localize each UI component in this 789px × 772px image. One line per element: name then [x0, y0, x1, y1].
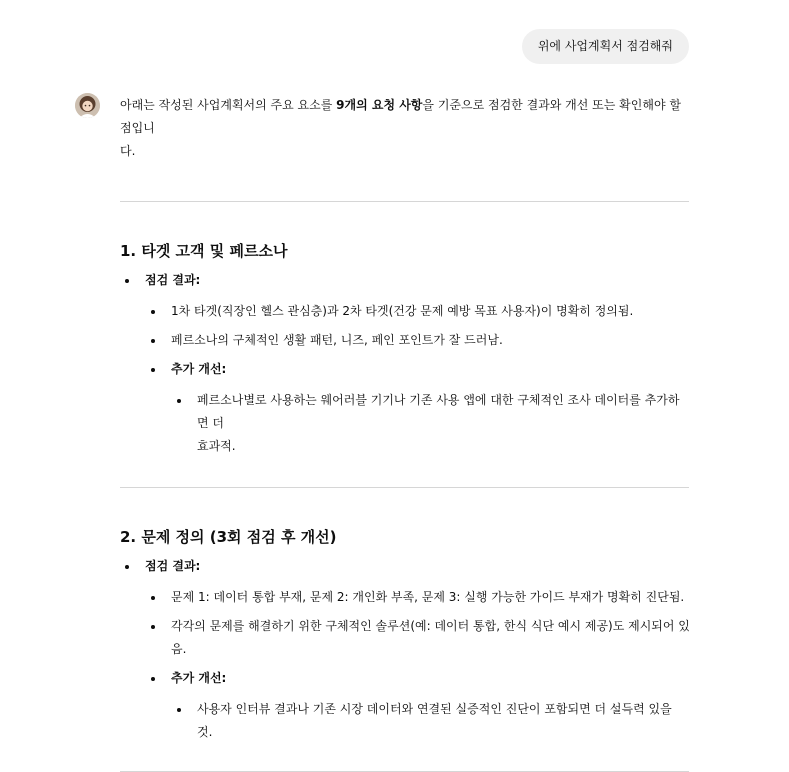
- intro-text-wrap: 다.: [120, 144, 136, 158]
- improve-label-text: 추가 개선:: [171, 671, 227, 685]
- improve-item-text: 사용자 인터뷰 결과나 기존 시장 데이터와 연결된 실증적인 진단이 포함되면 더 설득력 있을 것.: [197, 702, 672, 739]
- improve-label: [120, 667, 690, 690]
- bullet-icon: [125, 565, 129, 569]
- assistant-avatar: [75, 93, 100, 118]
- result-item: [120, 615, 690, 661]
- section-title-1: 1. 타겟 고객 및 페르소나: [120, 242, 288, 260]
- result-item: [120, 329, 690, 352]
- bullet-icon: [151, 596, 155, 600]
- result-item-text: 문제 1: 데이터 통합 부재, 문제 2: 개인화 부족, 문제 3: 실행 가능한 가이드 부재가 명확히 진단됨.: [171, 590, 685, 604]
- bullet-icon: [151, 677, 155, 681]
- improve-label-text: 추가 개선:: [171, 362, 227, 376]
- user-message-text: 위에 사업계획서 점검해줘: [537, 39, 673, 53]
- user-message-bubble: [522, 29, 689, 64]
- avatar-image: [75, 93, 100, 118]
- section-divider: [120, 201, 689, 202]
- check-result-label: [120, 269, 690, 292]
- bullet-icon: [151, 625, 155, 629]
- bullet-icon: [151, 339, 155, 343]
- improve-label: [120, 358, 690, 381]
- intro-emphasis: 9개의 요청 사항: [336, 98, 423, 112]
- result-item-text: 페르소나의 구체적인 생활 패턴, 니즈, 페인 포인트가 잘 드러남.: [171, 333, 503, 347]
- check-result-text: 점검 결과:: [145, 559, 201, 573]
- assistant-message: [120, 94, 690, 772]
- check-result-label: [120, 555, 690, 578]
- bullet-icon: [151, 368, 155, 372]
- bullet-icon: [177, 708, 181, 712]
- result-item-text: 1차 타겟(직장인 헬스 관심층)과 2차 타겟(건강 문제 예방 목표 사용자)이 명확히 정의됨.: [171, 304, 634, 318]
- intro-text-after: 을 기준으로 점검한 결과와 개선 또는 확인해야 할 점입니: [120, 98, 681, 135]
- bullet-icon: [177, 399, 181, 403]
- bullet-icon: [125, 279, 129, 283]
- section-divider: [120, 487, 689, 488]
- improve-item: [120, 698, 690, 744]
- bullet-icon: [151, 310, 155, 314]
- result-item: [120, 586, 690, 609]
- result-item-text: 각각의 문제를 해결하기 위한 구체적인 솔루션(예: 데이터 통합, 한식 식단 예시 제공)도 제시되어 있음.: [171, 619, 690, 656]
- check-result-text: 점검 결과:: [145, 273, 201, 287]
- improve-item: [120, 389, 690, 458]
- intro-text: 아래는 작성된 사업계획서의 주요 요소를: [120, 98, 337, 112]
- improve-item-text: 페르소나별로 사용하는 웨어러블 기기나 기존 사용 앱에 대한 구체적인 조사 데이터를 추가하면 더: [197, 393, 680, 430]
- result-item: [120, 300, 690, 323]
- improve-item-text-wrap: 효과적.: [197, 439, 236, 453]
- section-title-2: 2. 문제 정의 (3회 점검 후 개선): [120, 528, 337, 546]
- intro-paragraph: [120, 94, 690, 163]
